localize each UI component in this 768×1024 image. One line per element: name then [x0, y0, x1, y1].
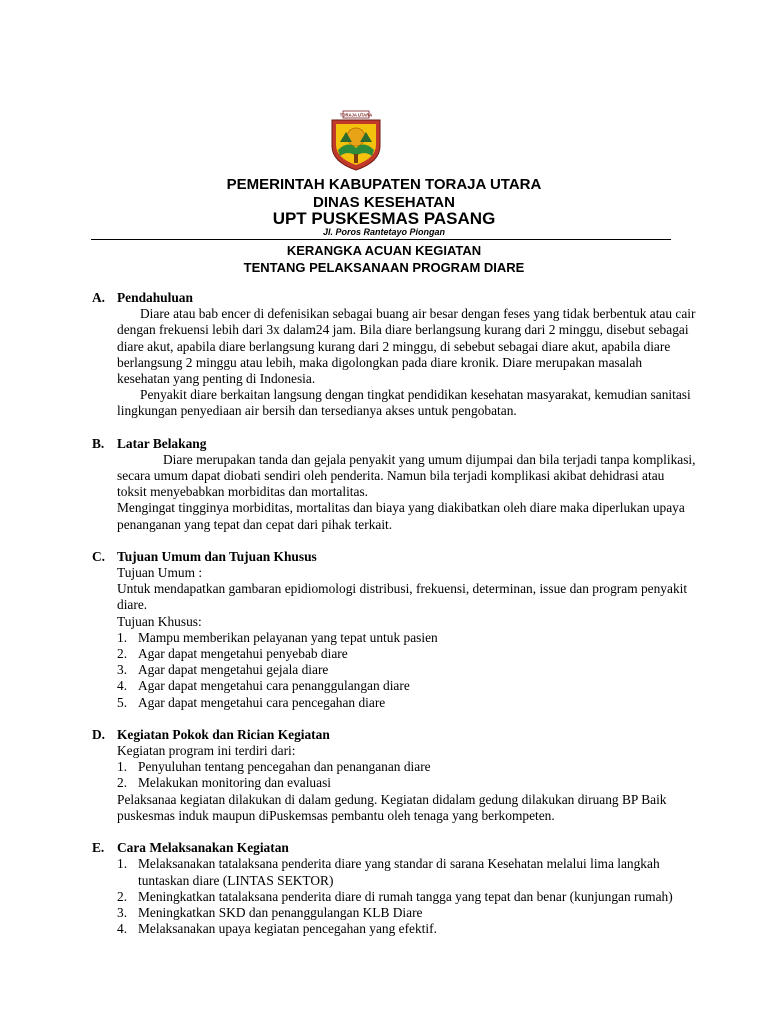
paragraph: Mengingat tingginya morbiditas, mortalitas dan biaya yang diakibatkan oleh diare maka diperlukan upaya penanganan yang tepat dan cepat dari pihak terkait. — [117, 500, 685, 532]
header-divider — [91, 239, 671, 240]
header-department: DINAS KESEHATAN — [313, 194, 455, 211]
paragraph: Diare atau bab encer di defenisikan sebagai buang air besar dengan feses yang tidak berbentuk atau cair dengan frekuensi lebih dari 3x dalam24 jam. Bila diare berlangsung kurang dari 2 minggu, disebut sebagai diare akut, apabila diare berlangsung kurang dari 2 minggu, di sebebut sebagai diare akut, apabila diare berlangsung 2 minggu atau lebih, maka digolongkan pada diare kronik. Diare merupakan masalah kesehatan yang penting di Indonesia. — [117, 306, 696, 387]
tujuan-umum-label: Tujuan Umum : — [117, 565, 203, 581]
section-cara-melaksanakan — [92, 840, 696, 937]
list-item: 2. Agar dapat mengetahui penyebab diare — [117, 646, 348, 662]
list-item: 4. Agar dapat mengetahui cara penanggulangan diare — [117, 678, 410, 694]
paragraph: Penyakit diare berkaitan langsung dengan tingkat pendidikan kesehatan masyarakat, kemudian sanitasi lingkungan penyediaan air bersih dan tersedianya akses untuk pengobatan. — [117, 387, 691, 419]
document-body — [92, 290, 696, 953]
section-kegiatan-pokok — [92, 727, 696, 824]
list-item: 3. Meningkatkan SKD dan penanggulangan KLB Diare — [117, 904, 423, 920]
toraja-utara-coat-of-arms-icon — [328, 110, 384, 172]
list-item: 1. Melaksanakan tatalaksana penderita diare yang standar di sarana Kesehatan melalui lima langkah tuntaskan diare (LINTAS SEKTOR) — [117, 856, 660, 888]
section-heading: E. Cara Melaksanakan Kegiatan — [92, 840, 289, 856]
list-item: 5. Agar dapat mengetahui cara pencegahan diare — [117, 694, 386, 710]
header-government: PEMERINTAH KABUPATEN TORAJA UTARA — [226, 176, 542, 193]
section-tujuan — [92, 549, 696, 711]
list-item: 1. Mampu memberikan pelayanan yang tepat untuk pasien — [117, 629, 438, 645]
paragraph: Diare merupakan tanda dan gejala penyakit yang umum dijumpai dan bila terjadi tanpa komplikasi, secara umum dapat diobati sendiri oleh penderita. Namun bila terjadi komplikasi akibat dehidrasi atau toksit menyebabkan morbiditas dan mortalitas. — [117, 451, 696, 500]
section-heading: C. Tujuan Umum dan Tujuan Khusus — [92, 548, 317, 564]
header-institution: UPT PUSKESMAS PASANG — [272, 209, 496, 228]
section-heading: A. Pendahuluan — [92, 290, 193, 305]
list-item: 1. Penyuluhan tentang pencegahan dan penanganan diare — [117, 759, 431, 775]
section-latar-belakang — [92, 436, 696, 533]
tujuan-khusus-label: Tujuan Khusus: — [117, 613, 202, 629]
list-item: 3. Agar dapat mengetahui gejala diare — [117, 662, 329, 678]
logo-banner-text: TORAJA UTARA — [339, 112, 373, 118]
list-item: 4. Melaksanakan upaya kegiatan pencegahan yang efektif. — [117, 921, 437, 937]
section-pendahuluan — [92, 290, 696, 420]
tujuan-umum-text: Untuk mendapatkan gambaran epidiomologi distribusi, frekuensi, determinan, issue dan program penyakit diare. — [117, 581, 688, 613]
document-subtitle: TENTANG PELAKSANAAN PROGRAM DIARE — [243, 260, 525, 275]
paragraph: Pelaksanaa kegiatan dilakukan di dalam gedung. Kegiatan didalam gedung dilakukan diruang BP Baik puskesmas induk maupun diPuskemsas pembantu oleh tenaga yang berkompeten. — [117, 791, 667, 823]
list-item: 2. Melakukan monitoring dan evaluasi — [117, 775, 332, 791]
section-heading: D. Kegiatan Pokok dan Rician Kegiatan — [92, 726, 330, 742]
document-title: KERANGKA ACUAN KEGIATAN — [286, 243, 482, 258]
header-address: Jl. Poros Rantetayo Piongan — [322, 227, 446, 237]
paragraph: Kegiatan program ini terdiri dari: — [117, 743, 296, 759]
section-heading: B. Latar Belakang — [92, 435, 207, 451]
list-item: 2. Meningkatkan tatalaksana penderita diare di rumah tangga yang tepat dan benar (kunjungan rumah) — [117, 888, 673, 904]
